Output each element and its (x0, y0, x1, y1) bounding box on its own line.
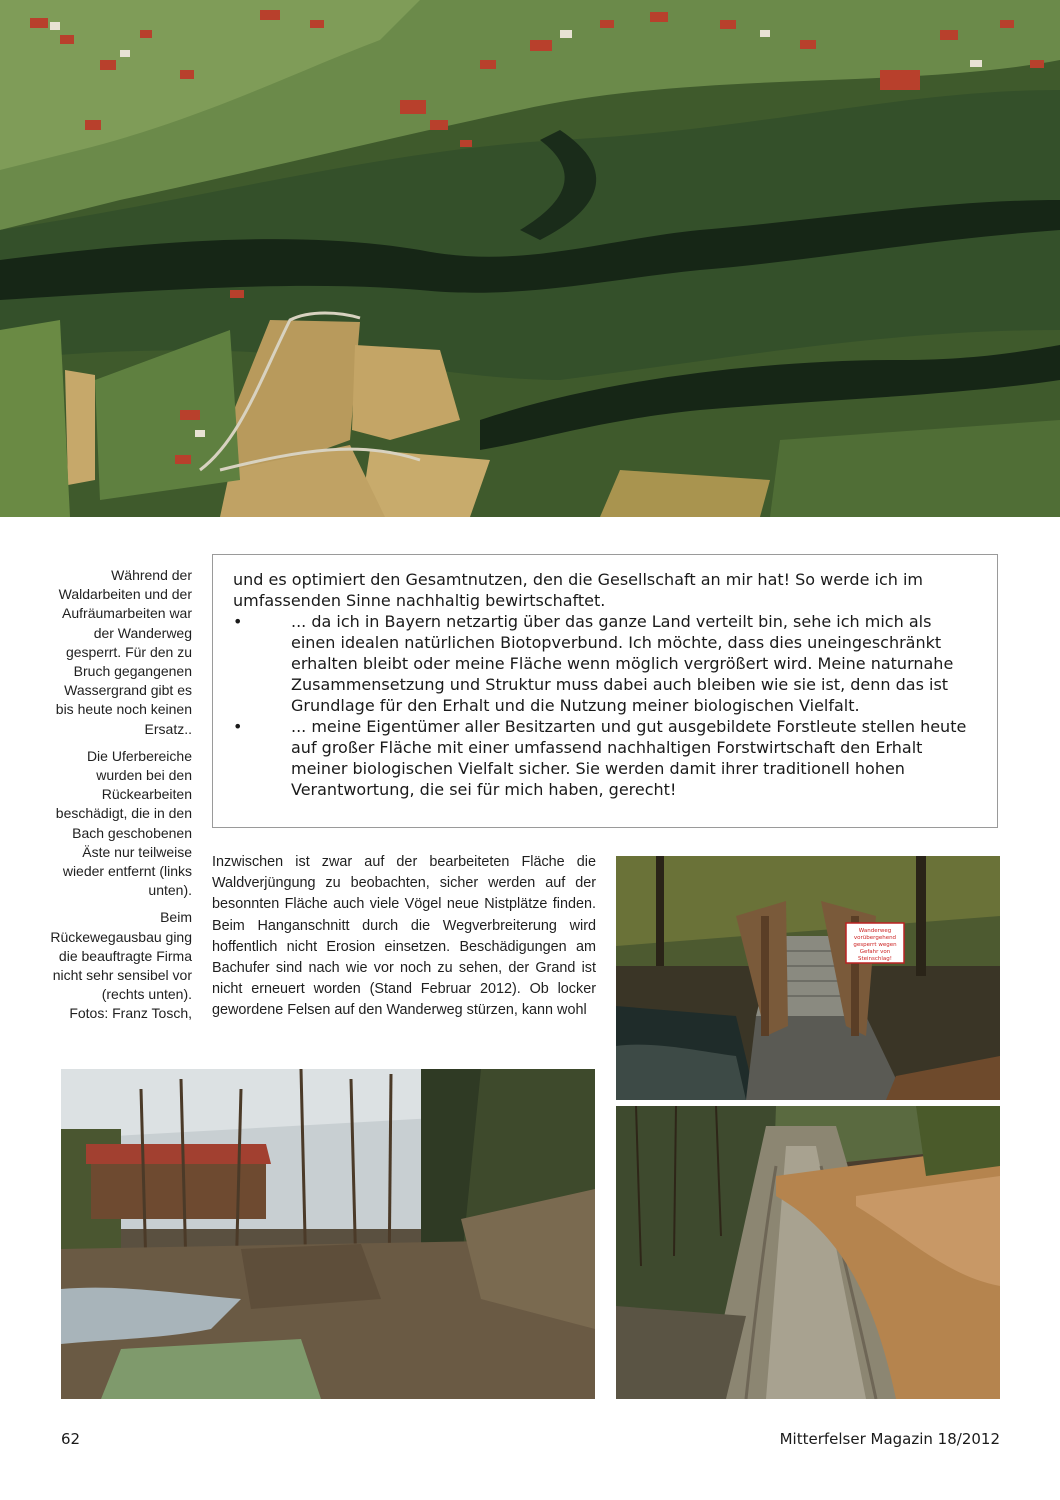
photo-credit: Fotos: Franz Tosch, (69, 1005, 192, 1022)
statement-bullet (233, 611, 977, 716)
caption-paragraph: Die Uferbereiche wurden bei den Rückearbeiten beschädigt, die in den Bach geschobenen Äste nur teilweise wieder entfernt (links unten). (55, 747, 192, 899)
photo-caption (50, 566, 192, 1032)
sign-line: Gefahr von (859, 949, 891, 955)
sign-line: gesperrt wegen (853, 942, 897, 948)
creek-clearing-photo (61, 1069, 595, 1399)
bullet-icon: • (233, 717, 243, 736)
bullet-icon: • (233, 612, 243, 631)
caption-paragraph: Während der Waldarbeiten und der Aufräumarbeiten war der Wanderweg gesperrt. Für den zu Bruch gegangenen Wassergrand gibt es bis heute noch keinen Ersatz.. (55, 567, 192, 737)
forest-track-photo (616, 1106, 1000, 1399)
footbridge-photo (616, 856, 1000, 1100)
article-body-text: Inzwischen ist zwar auf der bearbeiteten Fläche die Waldverjüngung zu beobachten, sicher werden auf der besonnten Fläche auch viele Vögel neue Nistplätze finden. Beim Hanganschnitt durch die Wegverbreiterung wird hoffentlich nicht Erosion einsetzen. Beschädigungen am Bachufer sind nach wie vor noch zu sehen, der Grand ist nicht erneuert worden (Stand Februar 2012). Ob locker gewordene Felsen auf den Wanderweg stürzen, kann wohl (212, 854, 596, 1019)
sign-line: Wanderweg (858, 928, 892, 934)
magazine-issue: Mitterfelser Magazin 18/2012 (779, 1430, 1000, 1448)
aerial-landscape-photo (0, 0, 1060, 517)
statement-bullet (233, 716, 977, 800)
forest-statement-box (212, 554, 998, 828)
sign-line: vorübergehend (853, 935, 897, 941)
statement-bullet-text: ... meine Eigentümer aller Besitzarten und gut ausgebildete Forstleute stellen heute auf großer Fläche mit einer umfassend nachhaltigen Forstwirtschaft den Erhalt meiner biologischen Vielfalt sicher. Sie werden damit ihrer traditionell hohen Verantwortung, die sei für mich haben, gerecht! (291, 717, 967, 799)
sign-line: Steinschlag! (857, 956, 893, 962)
statement-bullet-text: ... da ich in Bayern netzartig über das ganze Land verteilt bin, sehe ich mich als einen idealen natürlichen Biotopverbund. Ich möchte, dass dies uneingeschränkt erhalten bleibt oder meine Fläche wenn möglich vergrößert wird. Meine naturnahe Zusammensetzung und Struktur muss dabei auch bleiben wie sie ist, denn das ist Grundlage für den Erhalt und die Nutzung meiner biologischen Vielfalt. (291, 612, 954, 715)
page-number: 62 (61, 1430, 81, 1448)
caption-paragraph: Beim Rückewegausbau ging die beauftragte Firma nicht sehr sensibel vor (rechts unten). (50, 909, 192, 1003)
statement-intro: und es optimiert den Gesamtnutzen, den die Gesellschaft an mir hat! So werde ich im umfassenden Sinne nachhaltig bewirtschaftet. (233, 570, 923, 610)
